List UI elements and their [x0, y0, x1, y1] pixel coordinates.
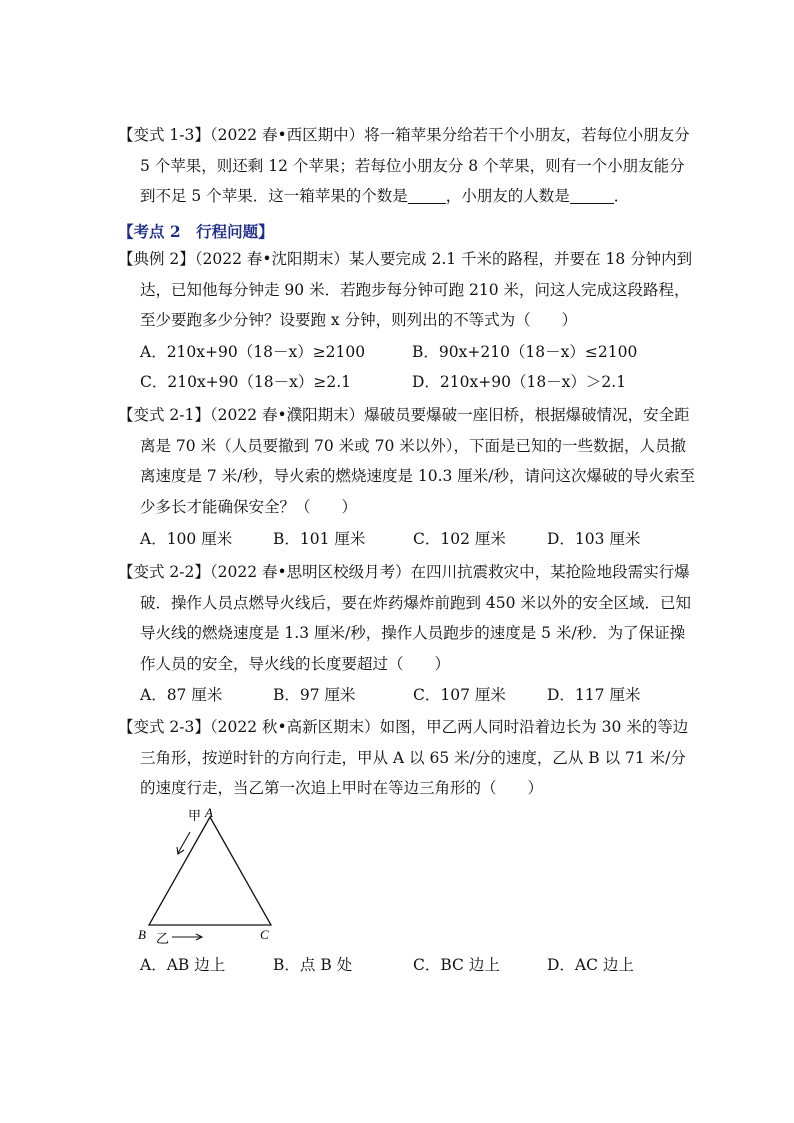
label-yi: 乙	[156, 931, 170, 946]
options-variant-2-1	[140, 524, 660, 554]
answer-blank-apples[interactable]	[408, 185, 446, 204]
option-d[interactable]: D．210x+90（18－x）＞2.1	[412, 373, 627, 391]
label-vertex-c: C	[260, 927, 269, 942]
option-d[interactable]: D．103 厘米	[547, 530, 641, 548]
option-d[interactable]: D．117 厘米	[547, 686, 641, 704]
option-a[interactable]: A．100 厘米	[140, 530, 233, 548]
problem-variant-1-3	[118, 120, 700, 212]
option-c[interactable]: C．BC 边上	[413, 956, 500, 974]
label-vertex-b: B	[138, 927, 146, 942]
option-c[interactable]: C．107 厘米	[413, 686, 506, 704]
problem-variant-2-2	[118, 557, 700, 679]
option-c[interactable]: C．210x+90（18－x）≥2.1	[140, 373, 351, 391]
problem-variant-2-1	[118, 400, 700, 522]
label-jia: 甲	[188, 808, 202, 823]
option-d[interactable]: D．AC 边上	[547, 956, 634, 974]
problem-text: 【变式 2-3】（2022 秋•高新区期末）如图，甲乙两人同时沿着边长为 30 米的等边三角形，按逆时针的方向行走，甲从 A 以 65 米/分的速度，乙从 B 以 71 米/分的速度行走，当乙第一次追上甲时在等边三角形的（ ）	[118, 718, 689, 797]
options-example-2	[140, 337, 660, 399]
option-a[interactable]: A．210x+90（18－x）≥2100	[140, 343, 366, 361]
answer-blank-children[interactable]	[570, 185, 614, 204]
option-b[interactable]: B．点 B 处	[273, 956, 353, 974]
option-b[interactable]: B．90x+210（18－x）≤2100	[412, 343, 638, 361]
label-vertex-a: A	[205, 805, 213, 820]
option-b[interactable]: B．97 厘米	[273, 686, 356, 704]
problem-text: 【变式 2-1】（2022 春•濮阳期末）爆破员要爆破一座旧桥，根据爆破情况，安全距离是 70 米（人员要撤到 70 米或 70 米以外），下面是已知的一些数据，人员撤离速度是 7 米/秒，导火索的燃烧速度是 10.3 厘米/秒，请问这次爆破的导火索至少多长才能确保安全？（ ）	[118, 406, 696, 516]
problem-text: 【典例 2】（2022 春•沈阳期末）某人要完成 2.1 千米的路程，并要在 18 分钟内到达，已知他每分钟走 90 米．若跑步每分钟可跑 210 米，问这人完成这段路程，至少要跑多少分钟？设要跑 x 分钟，则列出的不等式为（ ）	[118, 250, 693, 329]
problem-text: ．	[613, 187, 630, 205]
problem-text: 【变式 2-2】（2022 春•思明区校级月考）在四川抗震救灾中，某抢险地段需实行爆破．操作人员点燃导火线后，要在炸药爆炸前跑到 450 米以外的安全区域．已知导火线的燃烧速度是 1.3 厘米/秒，操作人员跑步的速度是 5 米/秒．为了保证操作人员的安全，导火线的长度要超过（ ）	[118, 563, 691, 673]
option-c[interactable]: C．102 厘米	[413, 530, 506, 548]
problem-text: 【变式 1-3】（2022 春•西区期中）将一箱苹果分给若干个小朋友，若每位小朋友分 5 个苹果，则还剩 12 个苹果；若每位小朋友分 8 个苹果，则有一个小朋友能分到不足 5 个苹果．这一箱苹果的个数是	[118, 126, 690, 205]
options-variant-2-3	[140, 950, 660, 980]
problem-text: ，小朋友的人数是	[445, 187, 570, 205]
equilateral-triangle	[149, 817, 271, 925]
option-b[interactable]: B．101 厘米	[273, 530, 366, 548]
section-heading: 【考点 2 行程问题】	[118, 222, 274, 241]
option-a[interactable]: A．87 厘米	[140, 686, 223, 704]
arrow-jia	[178, 832, 190, 853]
problem-variant-2-3	[118, 712, 700, 804]
option-a[interactable]: A．AB 边上	[140, 956, 226, 974]
options-variant-2-2	[140, 680, 660, 710]
triangle-figure	[130, 805, 290, 950]
problem-example-2	[118, 244, 700, 336]
